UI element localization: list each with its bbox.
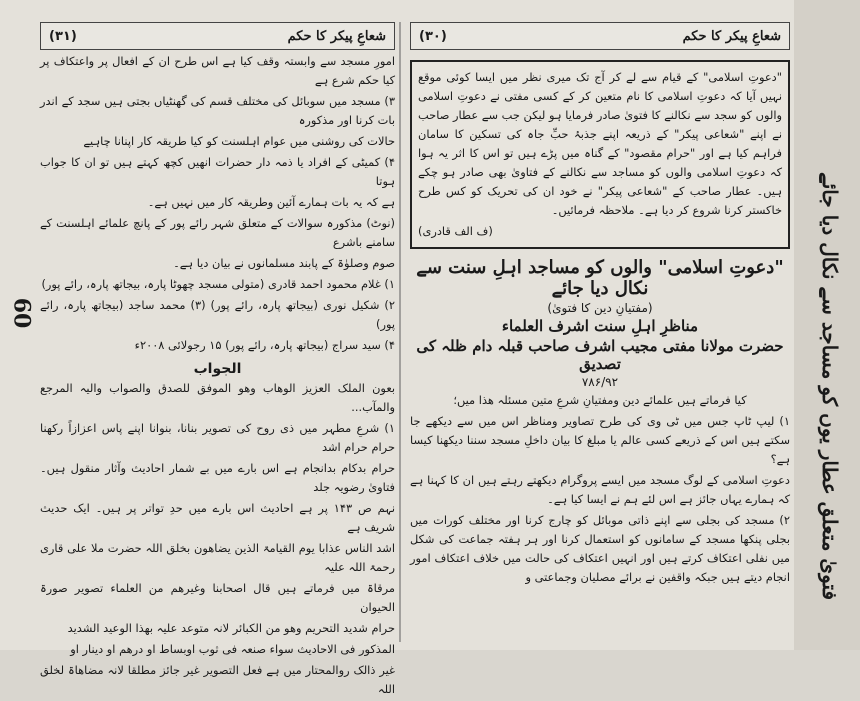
boxed-note-text: "دعوتِ اسلامی" کے قیام سے لے کر آج تک میری نظر میں ایسا کوئی موقع نہیں آیا کہ دعوتِ اسلامی کا نام متعین کر کے کسی مفتی نے دعوتِ اسلامی والوں کو سجد سے نکالنے کا فتویٰ صادر فرمایا ہو لیکن جب سے عطار صاحب نے اپنے "شعاعی پیکر" کے ذریعہ اپنے جذبۂ حبِّ جاہ کی تسکین کا سامان فراہم کیا ہے اور "حرام مقصود" کے گناہ میں پڑے ہیں تو اس کا اثر یہ ہوا کہ دعوتِ اسلامی والوں کو مساجد سے نکالنے کے فتاویٰ بھی صادر ہو چکے ہیں۔ عطار صاحب کے "شعاعی پیکر" نے خود ان کی تحریک کو کس طرح خاکستر کرنا شروع کر دیا ہے۔ ملاحظہ فرمائیں۔ (418, 70, 782, 217)
left-page-header (40, 22, 395, 50)
folio-number: 60 (8, 297, 35, 329)
left-header-title: شعاعِ پیکر کا حکم (287, 28, 386, 44)
authority-line: حضرت مولانا مفتی مجیب اشرف صاحب قبلہ دام ظلہ کی تصدیق (416, 337, 784, 373)
answer-paragraph: حرام شدید التحریم وھو من الکبائر لانہ متوعد علیہ بھذا الوعید الشدید (67, 621, 395, 635)
left-paragraph: صوم وصلوٰۃ کے پابند مسلمانوں نے بیان دیا ہے۔ (173, 256, 395, 270)
boxed-note (410, 60, 790, 249)
spine-running-title: فتویٰ متعلق عطار یوں کو مساجد سے نکال دیا جائے (818, 171, 842, 600)
left-paragraph: ۳) مسجد میں سوبائل کی مختلف قسم کی گھنٹیاں بجتی ہیں سجد کے اندر بات کرنا اور مذکورہ (40, 94, 395, 127)
right-header-title: شعاعِ پیکر کا حکم (682, 28, 781, 44)
reference-number: ۷۸۶/۹۲ (581, 375, 619, 389)
right-header-number: (۳۰) (419, 28, 447, 44)
right-page-header (410, 22, 790, 50)
fatwa-heading: "دعوتِ اسلامی" والوں کو مساجد اہلِ سنت سے نکال دیا جائے (416, 257, 784, 299)
answer-paragraph: اشد الناس عذابا یوم القیامۃ الذین یضاھون بخلق اللہ حضرت ملا علی قاری رحمۃ اللہ علیہ (40, 541, 395, 574)
left-page (40, 22, 395, 701)
page-edge (794, 0, 860, 650)
answer-paragraph: نہم ص ۱۴۳ پر ہے احادیث اس بارے میں حدِ تواتر پر ہیں۔ ایک حدیث شریف ہے (40, 501, 395, 534)
question-paragraph: دعوتِ اسلامی کے لوگ مسجد میں ایسے پروگرام دیکھتے رہتے ہیں ان کا کہنا ہے کہ ہمارے یہاں جائز ہے اس لئے ہم نے ایسا کیا ہے۔ (410, 473, 790, 506)
page-gutter (399, 22, 401, 642)
authority-line: مناظرِ اہلِ سنت اشرف العلماء (501, 317, 699, 335)
fatwa-subheading: (مفتیانِ دین کا فتویٰ) (547, 301, 653, 315)
answer-paragraph: مرقاۃ میں فرماتے ہیں قال اصحابنا وغیرھم من العلماء تصویر صورۃ الحیوان (40, 581, 395, 614)
left-paragraph: ۴) سید سراج (بیجاتھ پارہ، رائے پور) ۱۵ رجولائی ۲۰۰۸ء (134, 338, 395, 352)
boxed-note-signature: (ف الف قادری) (418, 224, 493, 238)
left-paragraph: ۲) شکیل نوری (بیجاتھ پارہ، رائے پور) (۳) محمد ساجد (بیجاتھ پارہ، رائے پور) (40, 298, 395, 331)
answer-heading: الجواب (193, 361, 242, 377)
answer-opening: بعون الملک العزیز الوھاب وھو الموفق للصدق والصواب والیہ المرجع والمآب... (40, 381, 395, 414)
question-paragraph: ۱) لیپ ٹاپ جس میں ٹی وی کی طرح تصاویر ومناظر اس میں سے دیکھے جا سکتے ہیں اس کے ذریعے کسی عالم یا مبلغ کا بیان داخلِ مسجد سننا دیکھنا کیسا ہے؟ (410, 414, 790, 466)
left-header-number: (۳۱) (49, 28, 77, 44)
left-paragraph: امورِ مسجد سے وابستہ وقف کیا ہے اس طرح ان کے افعال پر واعتکاف پر کیا حکم شرع ہے (40, 54, 395, 87)
question-paragraph: ۲) مسجد کی بجلی سے اپنے ذاتی موبائل کو چارج کرنا اور مختلف کورات میں بجلی پنکھا مسجد کے سامانوں کو استعمال کرنا اور ہر ہفتہ جماعت کی شکل میں نفلی اعتکاف کرتے ہیں اور انہیں اعتکاف کی حالت میں خلاف اعتکاف امور انجام دیتے ہیں جبکہ واقفین نے برائے مصلیان وجماعتی و (410, 513, 790, 584)
answer-paragraph: ۱) شرعِ مطہر میں ذی روح کی تصویر بنانا، بنوانا اپنے پاس اعزازاً رکھنا حرام حرام اشد (40, 421, 395, 454)
left-paragraph: حالات کی روشنی میں عوام اہلسنت کو کیا طریقہ کار اپنانا چاہیے (83, 134, 395, 148)
left-margin (0, 0, 40, 650)
answer-paragraph: المذکور فی الاحادیث سواء صنعہ فی ثوب اوبساط او درھم او دینار او (70, 642, 395, 656)
question-intro: کیا فرماتے ہیں علمائے دین ومفتیانِ شرعِ متین مسئلہ ھذا میں؛ (453, 393, 747, 407)
left-paragraph: ۱) غلام محمود احمد قادری (متولی مسجد چھوٹا پارہ، بیجاتھ پارہ، رائے پور) (41, 277, 395, 291)
left-paragraph: (نوٹ) مذکورہ سوالات کے متعلق شہر رائے پور کے پانچ علمائے اہلسنت کے سامنے باشرع (40, 216, 395, 249)
left-paragraph: ۴) کمیٹی کے افراد یا ذمہ دار حضرات انھیں کچھ کہتے ہیں تو ان کا جواب ہوتا (40, 155, 395, 188)
answer-paragraph: حرام بدکام بدانجام ہے اس بارے میں بے شمار احادیث وآثار منقول ہیں۔ فتاویٰ رضویہ جلد (40, 461, 395, 494)
answer-paragraph: غیر ذالک روالمحتار میں ہے فعل التصویر غیر جائز مطلقا لانہ مضاھاۃ لخلق اللہ (40, 663, 395, 696)
left-paragraph: ہے کہ یہ بات ہمارے آئین وطریقہ کار میں نہیں ہے۔ (147, 195, 395, 209)
right-page (410, 22, 790, 589)
